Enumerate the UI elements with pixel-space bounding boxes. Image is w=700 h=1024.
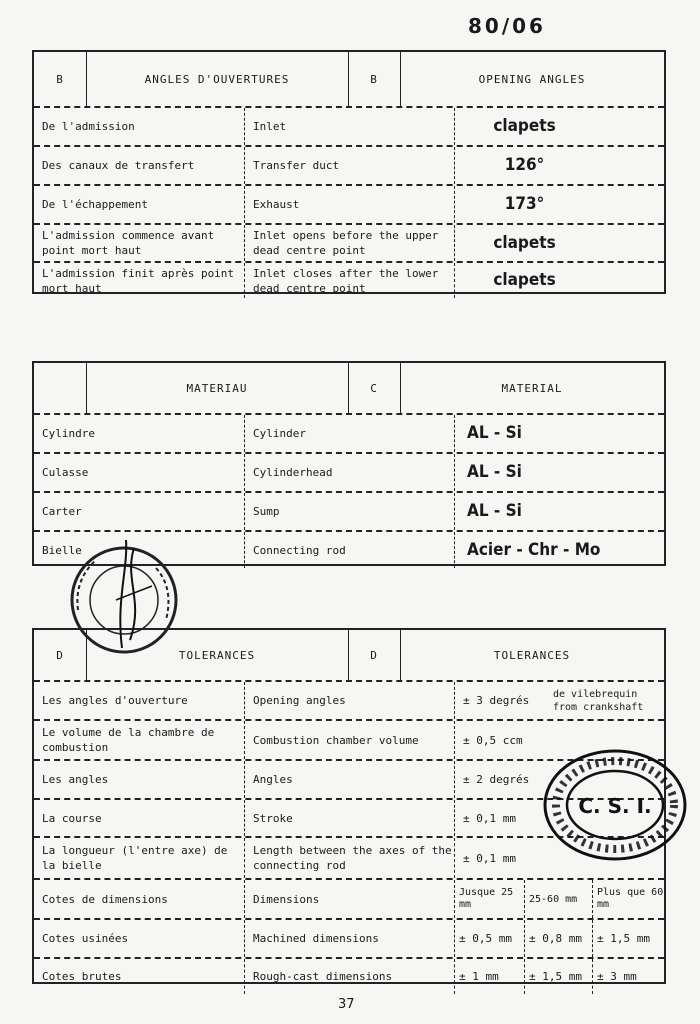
section-letter-left: D bbox=[56, 648, 64, 662]
label-fr: Cotes brutes bbox=[42, 970, 122, 983]
table-row bbox=[34, 454, 664, 493]
label-fr: Le volume de la chambre de combustion bbox=[42, 726, 215, 754]
label-en: Transfer duct bbox=[244, 147, 453, 184]
table-row bbox=[34, 415, 664, 454]
rough-col-3: ± 3 mm bbox=[592, 959, 664, 994]
value: ± 0,1 mm bbox=[454, 800, 664, 836]
value-note: de vilebrequin from crankshaft bbox=[553, 688, 644, 713]
dim-col-3: Plus que 60 mm bbox=[592, 880, 664, 918]
table-row bbox=[34, 108, 664, 147]
value: ± 0,5 ccm bbox=[454, 721, 664, 759]
machined-col-3: ± 1,5 mm bbox=[592, 920, 664, 957]
dim-col-1: Jusque 25 mm bbox=[454, 880, 525, 918]
section-title-fr: MATERIAU bbox=[186, 381, 248, 395]
label-fr: Les angles bbox=[42, 773, 109, 786]
value: 126° bbox=[454, 147, 664, 184]
label-fr: Culasse bbox=[42, 466, 89, 479]
material-table bbox=[32, 361, 666, 566]
label-en: Rough-cast dimensions bbox=[244, 959, 453, 994]
label-fr: Carter bbox=[42, 505, 82, 518]
label-fr: Bielle bbox=[42, 543, 82, 557]
document-number: 80/06 bbox=[468, 14, 546, 38]
label-en: Opening angles bbox=[244, 682, 453, 719]
table-row bbox=[34, 682, 664, 721]
table-row bbox=[34, 880, 664, 920]
label-en: Inlet bbox=[244, 108, 453, 145]
label-fr: L'admission finit après point mort haut bbox=[42, 266, 235, 295]
label-fr: L'admission commence avant point mort haut bbox=[42, 229, 215, 257]
section-letter-left: B bbox=[56, 72, 64, 86]
label-fr: Cotes usinées bbox=[42, 932, 129, 945]
table-header bbox=[34, 52, 664, 108]
machined-col-1: ± 0,5 mm bbox=[454, 920, 525, 957]
label-fr: La longueur (l'entre axe) de la bielle bbox=[42, 844, 228, 872]
table-row bbox=[34, 493, 664, 532]
value-cell bbox=[454, 682, 664, 719]
label-en: Combustion chamber volume bbox=[244, 721, 453, 759]
section-title-fr: TOLERANCES bbox=[178, 648, 256, 662]
label-fr: Cotes de dimensions bbox=[42, 892, 168, 906]
section-letter-right: D bbox=[370, 648, 378, 662]
section-letter-right: B bbox=[370, 72, 378, 86]
section-letter-left bbox=[34, 363, 86, 413]
label-fr: De l'admission bbox=[42, 120, 135, 133]
label-en: Exhaust bbox=[244, 186, 453, 223]
label-en: Stroke bbox=[244, 800, 453, 836]
label-fr: Les angles d'ouverture bbox=[42, 694, 188, 707]
machined-col-2: ± 0,8 mm bbox=[524, 920, 593, 957]
label-fr: Cylindre bbox=[42, 427, 95, 440]
fia-csi-stamp bbox=[540, 745, 690, 865]
italian-commission-stamp bbox=[56, 540, 196, 660]
label-en: Connecting rod bbox=[244, 532, 453, 568]
label-en: Machined dimensions bbox=[244, 920, 453, 957]
dim-col-2: 25-60 mm bbox=[524, 880, 593, 918]
table-row bbox=[34, 225, 664, 263]
rough-col-1: ± 1 mm bbox=[454, 959, 525, 994]
section-title-en: TOLERANCES bbox=[493, 648, 571, 662]
value: AL - Si bbox=[454, 493, 664, 530]
label-en: Inlet opens before the upper dead centre point bbox=[244, 225, 453, 261]
value: clapets bbox=[454, 225, 664, 261]
label-en: Sump bbox=[244, 493, 453, 530]
value: AL - Si bbox=[454, 415, 664, 452]
section-title-fr: ANGLES D'OUVERTURES bbox=[144, 72, 290, 86]
label-en: Angles bbox=[244, 761, 453, 798]
rough-col-2: ± 1,5 mm bbox=[524, 959, 593, 994]
table-row bbox=[34, 920, 664, 959]
table-row bbox=[34, 263, 664, 298]
value: ± 0,1 mm bbox=[454, 838, 664, 878]
value: clapets bbox=[454, 263, 664, 298]
label-en: Inlet closes after the lower dead centre point bbox=[244, 263, 453, 298]
table-header bbox=[34, 363, 664, 415]
opening-angles-table bbox=[32, 50, 666, 294]
section-title-en: OPENING ANGLES bbox=[478, 72, 586, 86]
page-number: 37 bbox=[338, 997, 355, 1012]
value: 173° bbox=[454, 186, 664, 223]
stamp-csi-text: C. S. I. bbox=[578, 794, 652, 818]
value: Acier - Chr - Mo bbox=[454, 532, 664, 568]
value: AL - Si bbox=[454, 454, 664, 491]
label-fr: La course bbox=[42, 811, 102, 825]
label-en: Length between the axes of the connecting rod bbox=[244, 838, 453, 878]
value: ± 3 degrés bbox=[463, 694, 530, 707]
value: clapets bbox=[454, 108, 664, 145]
label-en: Cylinderhead bbox=[244, 454, 453, 491]
value: ± 2 degrés bbox=[454, 761, 664, 798]
section-letter-right: C bbox=[370, 381, 378, 395]
table-row bbox=[34, 147, 664, 186]
label-fr: Des canaux de transfert bbox=[42, 159, 195, 172]
section-title-en: MATERIAL bbox=[501, 381, 563, 395]
label-fr: De l'échappement bbox=[42, 198, 148, 211]
label-en: Dimensions bbox=[244, 880, 453, 918]
table-row bbox=[34, 959, 664, 994]
table-row bbox=[34, 186, 664, 225]
label-en: Cylinder bbox=[244, 415, 453, 452]
